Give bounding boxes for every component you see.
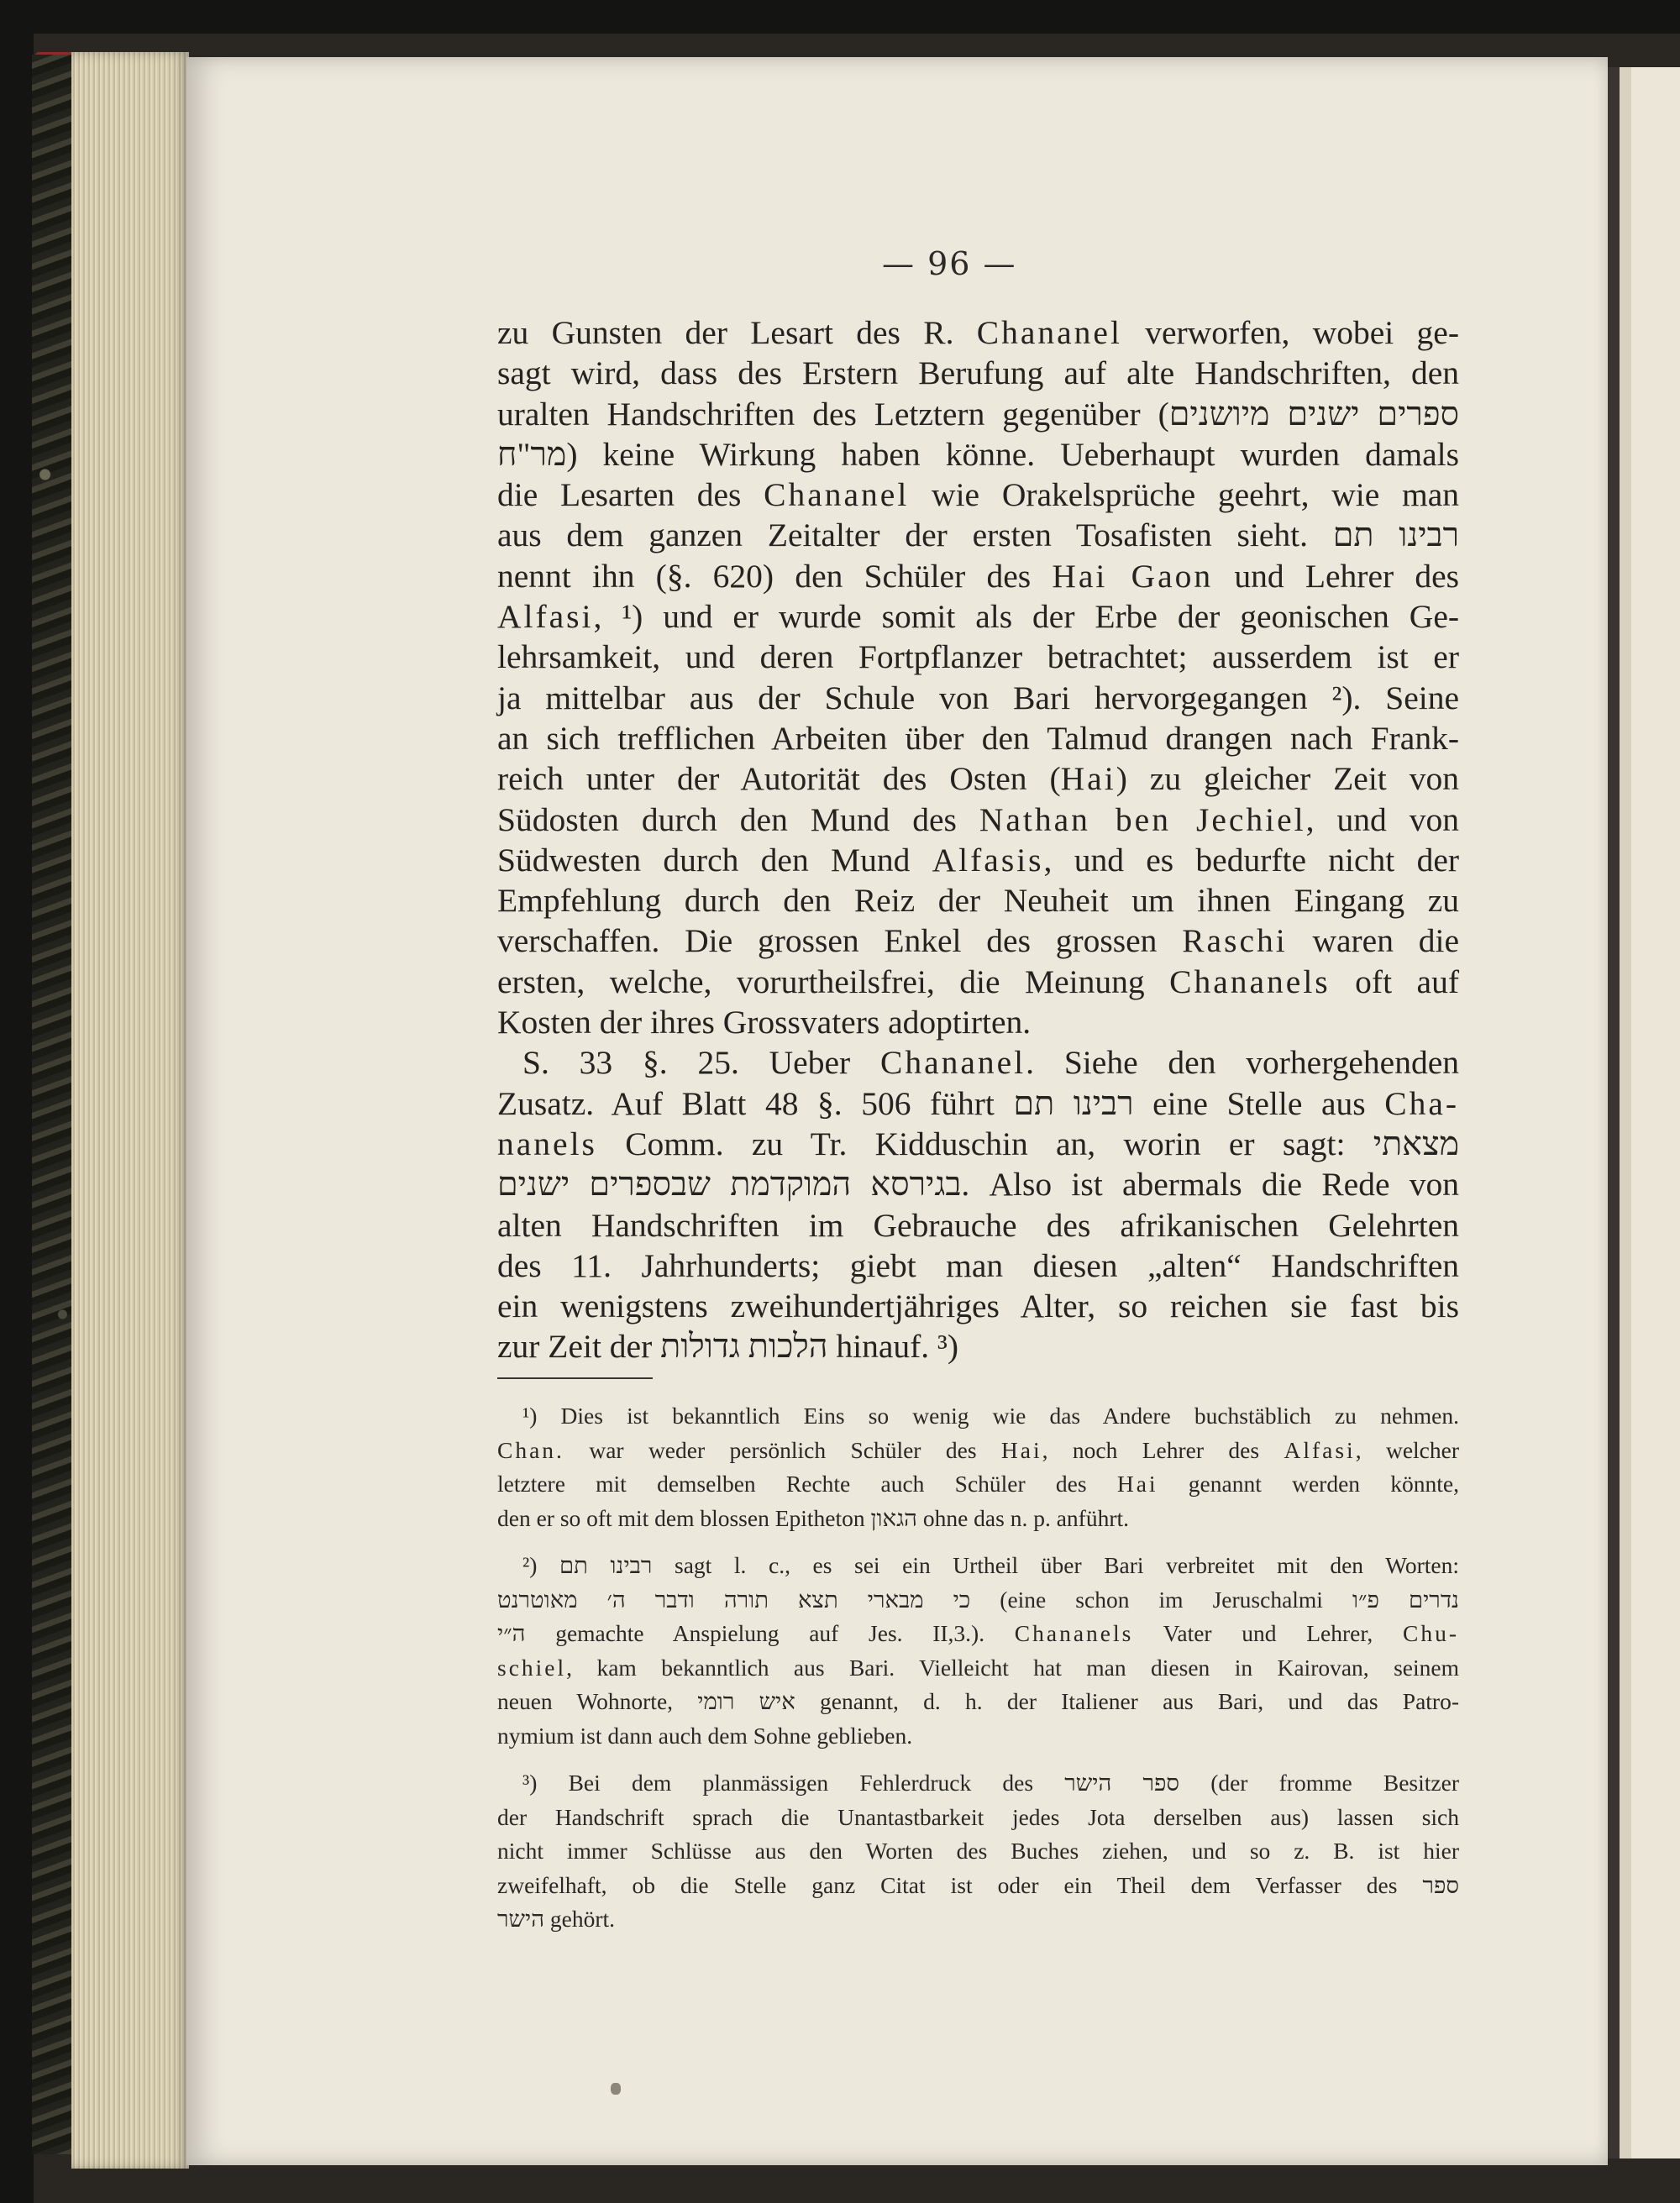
spaced-name: Hai — [1060, 760, 1116, 798]
spaced-name: Nathan ben Jechiel — [979, 800, 1306, 838]
text-run: , welcher — [1355, 1436, 1459, 1463]
footnote-line — [497, 1617, 1459, 1651]
spaced-name: Chananel — [764, 476, 910, 514]
text-run: an sich trefflichen Arbeiten über den Talmud drangen nach Frank- — [497, 719, 1459, 757]
footnote-line — [497, 1399, 1459, 1434]
text-run: und Lehrer des — [1213, 557, 1460, 595]
text-run: neuen Wohnorte, — [497, 1688, 698, 1714]
text-line — [497, 556, 1459, 596]
text-run: gemachte Anspielung auf Jes. II,3.). — [525, 1620, 1015, 1646]
hebrew-text: רבינו תם — [1013, 1084, 1134, 1122]
spaced-name: Chu- — [1403, 1620, 1459, 1646]
footnote-line — [497, 1719, 1459, 1754]
text-run: , ¹) und er wurde somit als der Erbe der geonischen Ge- — [593, 598, 1459, 636]
text-run: Südwesten durch den Mund — [497, 841, 932, 879]
footnote-gap — [497, 1753, 1459, 1766]
text-run: (der fromme Besitzer — [1179, 1770, 1459, 1796]
text-line — [497, 353, 1459, 393]
text-run: nennt ihn (§. 620) den Schüler des — [497, 557, 1053, 595]
text-run: wie Orakelsprüche geehrt, wie man — [909, 476, 1459, 514]
text-run: zur Zeit der — [497, 1328, 661, 1366]
text-run: aus dem ganzen Zeitalter der ersten Tosafisten sieht. — [497, 517, 1333, 554]
text-run: hinauf. ³) — [827, 1328, 959, 1366]
text-run: alten Handschriften im Gebrauche des afrikanischen Gelehrten — [497, 1206, 1459, 1244]
text-run: reich unter der Autorität des Osten ( — [497, 760, 1061, 798]
spaced-name: Chananel — [879, 1044, 1026, 1082]
hebrew-text: הישר — [497, 1906, 545, 1932]
footnote — [497, 1766, 1459, 1937]
text-run: ) zu gleicher Zeit von — [1116, 760, 1459, 798]
footnote-line — [497, 1467, 1459, 1502]
text-run: Empfehlung durch den Reiz der Neuheit um ihnen Eingang zu — [497, 882, 1459, 920]
facing-page-edge — [1606, 67, 1680, 2158]
spaced-name: Chananel — [976, 314, 1122, 351]
text-line — [497, 1042, 1459, 1083]
text-line — [497, 758, 1459, 799]
text-line — [497, 637, 1459, 677]
page-number: — 96 — — [882, 245, 1017, 282]
text-run: , noch Lehrer des — [1042, 1436, 1284, 1463]
footnotes — [497, 1399, 1459, 1937]
hebrew-text: מצאתי — [1373, 1125, 1459, 1162]
text-line — [497, 1083, 1459, 1124]
text-run: Südosten durch den Mund des — [497, 800, 979, 838]
text-run: Kosten der ihres Grossvaters adoptirten. — [497, 1004, 1032, 1041]
hebrew-text: נדרים פ״ו — [1352, 1586, 1459, 1613]
text-line — [497, 1164, 1459, 1204]
footnote — [497, 1399, 1459, 1535]
hebrew-text: ספרים ישנים מיושנים — [1168, 395, 1459, 433]
footnote-line — [497, 1583, 1459, 1618]
text-run: zu Gunsten der Lesart des R. — [497, 314, 977, 351]
text-run: sagt wird, dass des Erstern Berufung auf alte Handschriften, den — [497, 354, 1459, 392]
text-run: waren die — [1287, 922, 1459, 960]
page-stack-edge — [71, 52, 189, 2169]
hebrew-text: איש רומי — [697, 1688, 795, 1714]
text-line — [497, 475, 1459, 515]
hebrew-text: ספר הישר — [1064, 1770, 1180, 1796]
spaced-name: Chananels — [1169, 963, 1331, 1000]
text-run: sagt l. c., es sei ein Urtheil über Bari verbreitet mit den Worten: — [652, 1552, 1459, 1578]
text-line — [497, 1002, 1459, 1042]
text-line — [497, 1326, 1459, 1366]
footnote-line — [497, 1834, 1459, 1869]
text-line — [497, 1246, 1459, 1286]
text-run: Zusatz. Auf Blatt 48 §. 506 führt — [497, 1084, 1014, 1122]
spaced-name: Hai Gaon — [1052, 557, 1214, 595]
footnote-line — [497, 1902, 1459, 1937]
spaced-name: Chan. — [497, 1436, 564, 1463]
footnote-line — [497, 1766, 1459, 1801]
hebrew-text: הלכות גדולות — [660, 1328, 828, 1366]
text-run: der Handschrift sprach die Unantastbarkeit jedes Jota derselben aus) lassen sich — [497, 1803, 1459, 1830]
footnote-divider — [497, 1377, 653, 1379]
text-run: war weder persönlich Schüler des — [564, 1436, 1001, 1463]
text-line — [497, 515, 1459, 555]
footnote-line — [497, 1434, 1459, 1468]
spaced-name: Chananels — [1014, 1620, 1134, 1646]
text-run: , kam bekanntlich aus Bari. Vielleicht hat man diesen in Kairovan, seinem — [566, 1654, 1459, 1681]
text-line — [497, 394, 1459, 434]
text-run: ²) — [522, 1552, 559, 1578]
text-run: lehrsamkeit, und deren Fortpflanzer betrachtet; ausserdem ist er — [497, 638, 1459, 676]
text-run: oft auf — [1330, 963, 1459, 1000]
text-run: letztere mit demselben Rechte auch Schüler des — [497, 1471, 1117, 1497]
text-run: Comm. zu Tr. Kidduschin an, worin er sagt: — [596, 1125, 1373, 1162]
marbled-page-edge — [32, 55, 76, 2154]
hebrew-text: מר"ח — [497, 435, 567, 473]
spaced-name: Hai — [1000, 1436, 1042, 1463]
text-run: , und es bedurfte nicht der — [1043, 841, 1460, 879]
spaced-name: Hai — [1116, 1471, 1158, 1497]
text-line — [497, 921, 1459, 961]
footnote-line — [497, 1801, 1459, 1835]
text-run: ein wenigstens zweihundertjähriges Alter, so reichen sie fast bis — [497, 1288, 1459, 1325]
text-line — [497, 880, 1459, 921]
hebrew-text: כי מבארי תצא תורה ודבר ה׳ מאוטרנט — [497, 1586, 971, 1613]
text-run: die Lesarten des — [497, 476, 764, 514]
footnote-line — [497, 1549, 1459, 1583]
text-run: uralten Handschriften des Letztern gegenüber ( — [497, 395, 1169, 433]
text-line — [497, 718, 1459, 758]
text-run: nymium ist dann auch dem Sohne geblieben. — [497, 1722, 913, 1749]
text-run: , und von — [1305, 800, 1460, 838]
text-line — [497, 1286, 1459, 1326]
text-run: nicht immer Schlüsse aus den Worten des Buches ziehen, und so z. B. ist hier — [497, 1838, 1459, 1864]
text-run: (eine schon im Jeruschalmi — [970, 1586, 1352, 1613]
text-run: ja mittelbar aus der Schule von Bari hervorgegangen ²). Seine — [497, 679, 1459, 716]
text-line — [497, 596, 1459, 637]
text-run: ) keine Wirkung haben könne. Ueberhaupt wurden damals — [566, 435, 1459, 473]
text-line — [497, 800, 1459, 840]
text-line — [497, 434, 1459, 475]
text-run: den er so oft mit dem blossen Epitheton — [497, 1504, 871, 1531]
text-run: zweifelhaft, ob die Stelle ganz Citat ist oder ein Theil dem Verfasser des — [497, 1871, 1423, 1898]
text-run: ¹) Dies ist bekanntlich Eins so wenig wie das Andere buchstäblich zu nehmen. — [522, 1403, 1459, 1429]
spaced-name: Cha- — [1384, 1084, 1460, 1122]
text-run: . Also ist abermals die Rede von — [961, 1166, 1459, 1204]
text-line — [497, 678, 1459, 718]
footnote-line — [497, 1502, 1459, 1536]
main-text — [497, 312, 1459, 1367]
text-line — [497, 1205, 1459, 1246]
hebrew-text: רבינו תם — [559, 1552, 653, 1578]
text-line — [497, 1124, 1459, 1164]
hebrew-text: הגאון — [870, 1504, 917, 1531]
footnote-gap — [497, 1535, 1459, 1549]
hebrew-text: רבינו תם — [1332, 517, 1459, 554]
spaced-name: schiel — [497, 1654, 567, 1681]
text-run: ersten, welche, vorurtheilsfrei, die Meinung — [497, 963, 1170, 1000]
text-run: gehört. — [544, 1906, 616, 1932]
text-run: genannt, d. h. der Italiener aus Bari, und das Patro- — [795, 1688, 1459, 1714]
text-run: des 11. Jahrhunderts; giebt man diesen „alten“ Handschriften — [497, 1246, 1459, 1284]
text-run: . Siehe den vorhergehenden — [1026, 1044, 1459, 1082]
text-run: verschaffen. Die grossen Enkel des grossen — [497, 922, 1183, 960]
text-line — [497, 962, 1459, 1002]
hebrew-text: ה״י — [497, 1620, 526, 1646]
spaced-name: Alfasis — [932, 841, 1044, 879]
text-run: ³) Bei dem planmässigen Fehlerdruck des — [522, 1770, 1065, 1796]
hebrew-text: בגירסא המוקדמת שבספרים ישנים — [497, 1166, 962, 1204]
text-run: eine Stelle aus — [1133, 1084, 1385, 1122]
spaced-name: Alfasi — [1284, 1436, 1356, 1463]
spaced-name: Alfasi — [497, 598, 594, 636]
text-line — [497, 840, 1459, 880]
text-run: S. 33 §. 25. Ueber — [522, 1044, 880, 1082]
text-run: ohne das n. p. anführt. — [916, 1504, 1129, 1531]
footnote-line — [497, 1869, 1459, 1903]
hebrew-text: ספר — [1422, 1871, 1459, 1898]
spaced-name: Raschi — [1182, 922, 1288, 960]
text-run: Vater und Lehrer, — [1133, 1620, 1403, 1646]
footnote-line — [497, 1685, 1459, 1719]
text-run: verworfen, wobei ge- — [1121, 314, 1459, 351]
ink-smudge — [611, 2083, 621, 2095]
text-run: genannt werden könnte, — [1158, 1471, 1459, 1497]
footnote-line — [497, 1651, 1459, 1686]
spaced-name: nanels — [497, 1125, 597, 1162]
text-line — [497, 312, 1459, 353]
footnote — [497, 1549, 1459, 1753]
